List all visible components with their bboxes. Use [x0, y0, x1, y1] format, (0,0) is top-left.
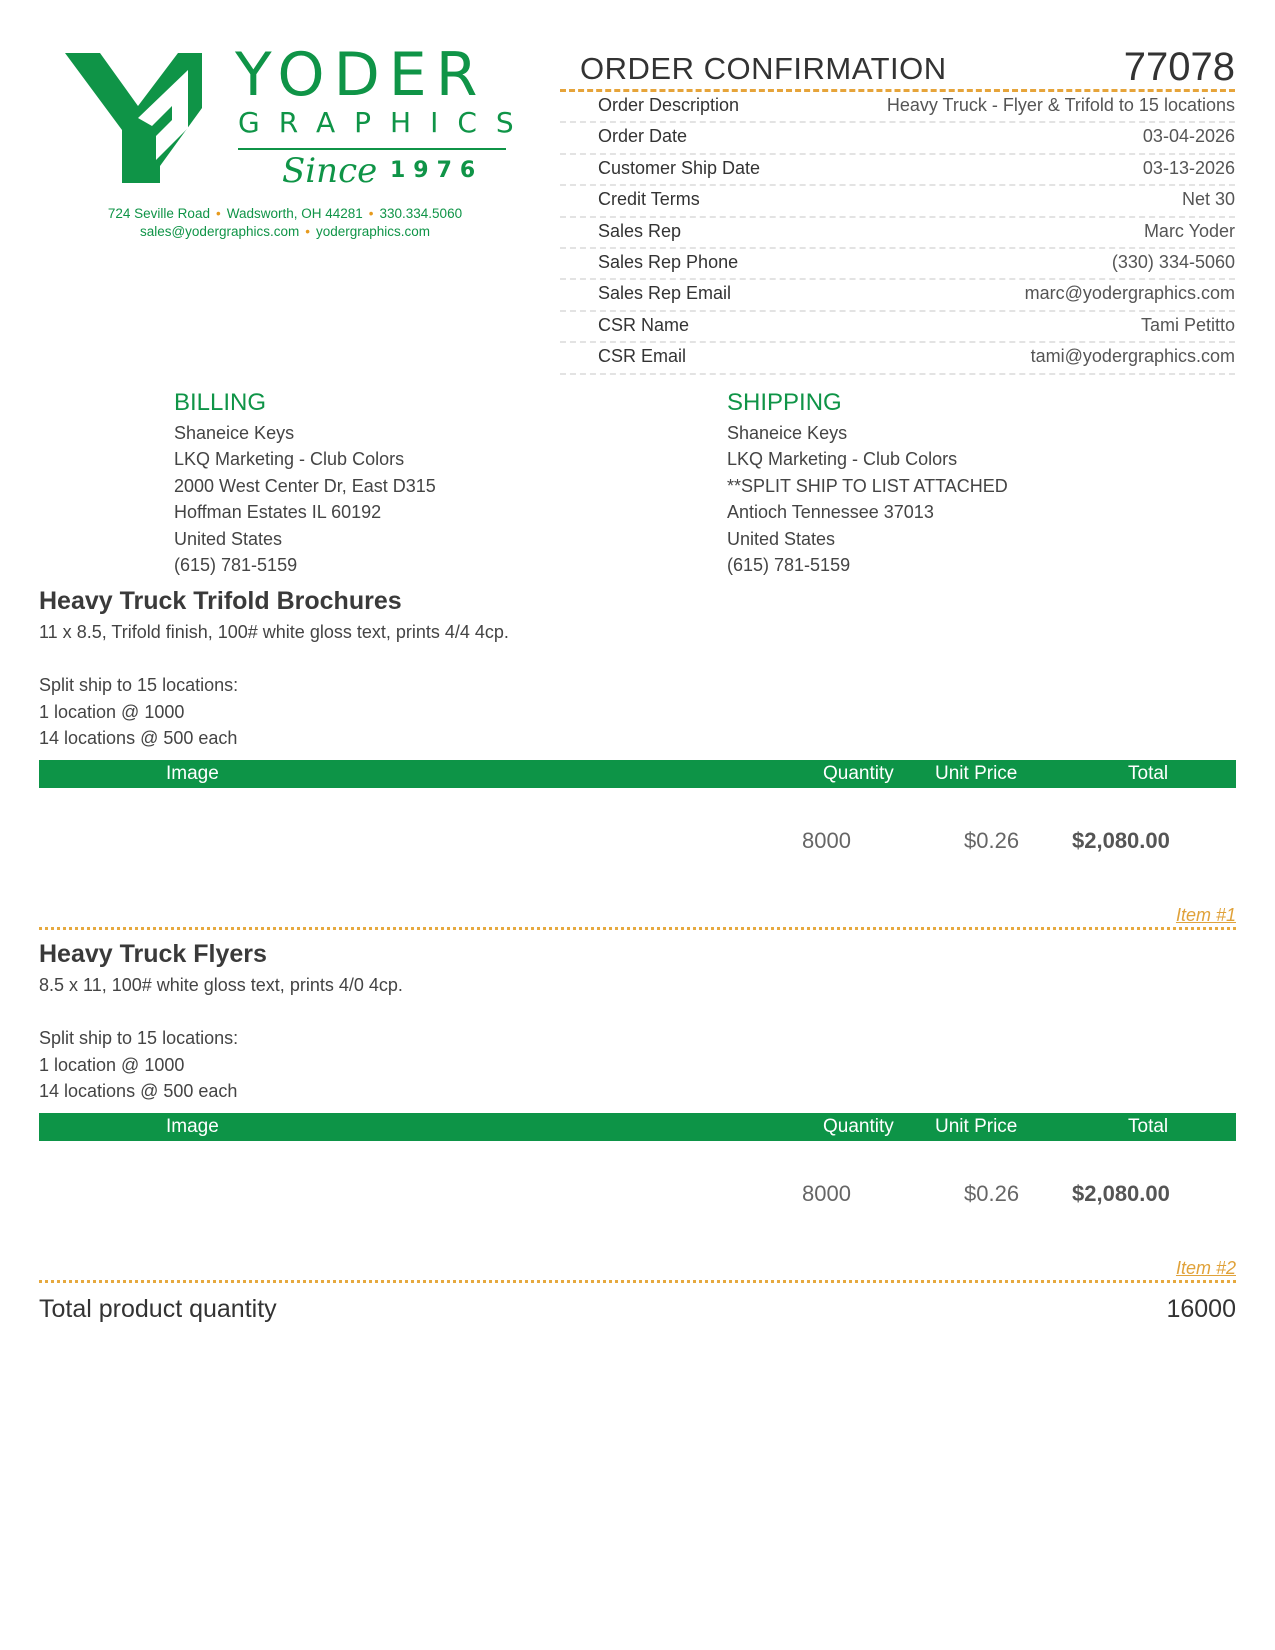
- billing-heading: BILLING: [174, 389, 267, 416]
- order-field-row: [560, 218, 1235, 249]
- shipping-line: Antioch Tennessee 37013: [727, 502, 934, 523]
- column-header-unit-price: Unit Price: [935, 763, 1018, 784]
- item-unit-price: $0.26: [964, 1181, 1020, 1206]
- field-label: Sales Rep Email: [598, 283, 732, 304]
- field-value: Net 30: [1181, 189, 1235, 210]
- billing-line: Shaneice Keys: [174, 423, 295, 443]
- item-title: Heavy Truck Flyers: [39, 940, 267, 968]
- company-website[interactable]: yodergraphics.com: [315, 224, 431, 239]
- billing-line: 2000 West Center Dr, East D315: [174, 475, 436, 496]
- order-field-row: [560, 249, 1235, 280]
- company-logo: [60, 40, 533, 248]
- field-value: 03-13-2026: [1142, 157, 1235, 178]
- brand-since: Since: [282, 151, 378, 191]
- field-label: Order Description: [598, 95, 740, 115]
- shipping-line: United States: [727, 528, 836, 549]
- order-field-row: [560, 92, 1235, 123]
- company-city: Wadsworth, OH 44281: [226, 206, 363, 221]
- field-value: 03-04-2026: [1142, 126, 1235, 147]
- item-divider: [39, 927, 1236, 930]
- item-description: 11 x 8.5, Trifold finish, 100# white gloss text, prints 4/4 4cp. Split ship to 15 locations: 1 location @ 1000 14 locations @ 500 each: [39, 622, 509, 748]
- company-contact: [85, 205, 485, 241]
- item-unit-price: $0.26: [964, 828, 1020, 853]
- item-quantity: 8000: [802, 828, 851, 853]
- order-field-row: [560, 186, 1235, 217]
- bullet-icon: •: [215, 206, 221, 221]
- field-label: Sales Rep: [598, 220, 682, 241]
- brand-subname: GRAPHICS: [238, 106, 533, 139]
- item-title: Heavy Truck Trifold Brochures: [39, 587, 402, 615]
- billing-address: [174, 388, 436, 578]
- brand-divider: [238, 148, 506, 150]
- company-street: 724 Seville Road: [107, 206, 210, 221]
- field-value[interactable]: marc@yodergraphics.com: [1024, 283, 1235, 304]
- company-phone: 330.334.5060: [379, 206, 463, 221]
- field-label: Customer Ship Date: [598, 157, 761, 178]
- field-value: Tami Petitto: [1140, 314, 1235, 335]
- table-row: [39, 1181, 1236, 1221]
- field-label: CSR Email: [598, 346, 687, 367]
- column-header-unit-price: Unit Price: [935, 1116, 1018, 1137]
- item-description: 8.5 x 11, 100# white gloss text, prints 4/0 4cp. Split ship to 15 locations: 1 location @ 1000 14 locations @ 500 each: [39, 975, 403, 1101]
- total-quantity-label: Total product quantity: [39, 1295, 277, 1323]
- item-quantity: 8000: [802, 1181, 851, 1206]
- order-field-row: [560, 155, 1235, 186]
- table-row: [39, 828, 1236, 868]
- bullet-icon: •: [305, 224, 310, 239]
- order-field-row: [560, 280, 1235, 311]
- order-number: 77078: [1123, 45, 1235, 89]
- shipping-line: LKQ Marketing - Club Colors: [727, 449, 958, 470]
- field-value: Marc Yoder: [1143, 220, 1235, 241]
- shipping-line: (615) 781-5159: [727, 555, 851, 576]
- bullet-icon: •: [368, 206, 374, 221]
- order-details: [560, 92, 1235, 375]
- brand-year: 1976: [390, 158, 484, 183]
- column-header-quantity: Quantity: [823, 763, 894, 784]
- field-value: (330) 334-5060: [1111, 251, 1235, 272]
- company-email[interactable]: sales@yodergraphics.com: [139, 224, 300, 239]
- item-divider: [39, 1280, 1236, 1283]
- field-label: CSR Name: [598, 314, 690, 335]
- column-header-image: Image: [166, 763, 219, 784]
- item-table-header: [39, 1113, 1236, 1141]
- item-table-header: [39, 760, 1236, 788]
- billing-line: LKQ Marketing - Club Colors: [174, 449, 405, 470]
- column-header-total: Total: [1128, 763, 1169, 784]
- column-header-image: Image: [166, 1116, 219, 1137]
- order-field-row: [560, 312, 1235, 343]
- billing-line: Hoffman Estates IL 60192: [174, 502, 382, 523]
- field-value[interactable]: tami@yodergraphics.com: [1030, 346, 1235, 367]
- column-header-total: Total: [1128, 1116, 1169, 1137]
- yoder-graphics-logo-mark: [60, 48, 220, 198]
- shipping-line: **SPLIT SHIP TO LIST ATTACHED: [727, 475, 1008, 496]
- order-field-row: [560, 123, 1235, 154]
- shipping-address: [727, 388, 1008, 578]
- item-number-tag: Item #1: [1175, 905, 1236, 925]
- item-total: $2,080.00: [1072, 828, 1170, 853]
- field-label: Sales Rep Phone: [598, 251, 739, 272]
- item-number-tag: Item #2: [1175, 1258, 1236, 1278]
- item-total: $2,080.00: [1072, 1181, 1170, 1206]
- shipping-heading: SHIPPING: [727, 389, 842, 416]
- shipping-line: Shaneice Keys: [727, 423, 848, 443]
- page-title: ORDER CONFIRMATION: [580, 51, 947, 86]
- field-value: Heavy Truck - Flyer & Trifold to 15 locations: [886, 95, 1235, 115]
- billing-line: United States: [174, 528, 283, 549]
- field-label: Order Date: [598, 126, 688, 147]
- line-item: [39, 938, 1236, 1283]
- column-header-quantity: Quantity: [823, 1116, 894, 1137]
- order-field-row: [560, 343, 1235, 374]
- field-label: Credit Terms: [598, 189, 700, 210]
- line-item: [39, 585, 1236, 930]
- brand-name: YODER: [235, 40, 487, 110]
- billing-line: (615) 781-5159: [174, 555, 298, 576]
- total-quantity-value: 16000: [1166, 1295, 1236, 1323]
